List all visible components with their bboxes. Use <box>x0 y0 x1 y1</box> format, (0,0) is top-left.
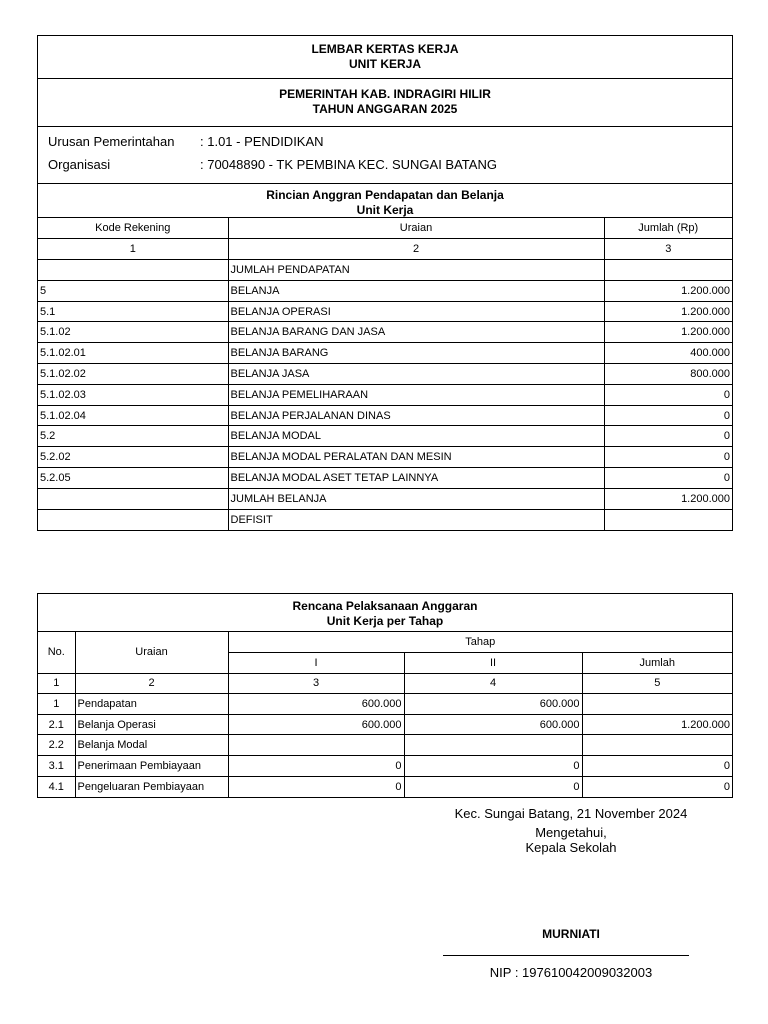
cell-uraian: BELANJA MODAL ASET TETAP LAINNYA <box>228 468 604 489</box>
col-number: 1 <box>38 239 228 260</box>
cell-uraian: BELANJA PEMELIHARAAN <box>228 384 604 405</box>
cell-no: 4.1 <box>38 776 75 797</box>
table-header-row <box>38 218 732 239</box>
cell-uraian: BELANJA MODAL <box>228 426 604 447</box>
info-row-organisasi <box>38 157 732 180</box>
rincian-table <box>38 218 732 530</box>
info-section <box>38 127 732 184</box>
budget-year: TAHUN ANGGARAN 2025 <box>312 102 458 116</box>
cell-ii: 600.000 <box>404 714 582 735</box>
cell-no: 1 <box>38 694 75 715</box>
cell-ii <box>404 735 582 756</box>
cell-i: 0 <box>228 756 404 777</box>
cell-uraian: Pendapatan <box>75 694 228 715</box>
table-number-row <box>38 673 732 694</box>
cell-uraian: DEFISIT <box>228 509 604 530</box>
cell-jumlah: 0 <box>604 426 732 447</box>
col-number: 5 <box>582 673 732 694</box>
cell-jumlah: 0 <box>604 468 732 489</box>
cell-ii: 600.000 <box>404 694 582 715</box>
rpa-header <box>38 594 732 632</box>
cell-jumlah <box>582 735 732 756</box>
document-title: LEMBAR KERTAS KERJA <box>311 42 459 56</box>
col-kode-rekening: Kode Rekening <box>38 218 228 239</box>
cell-no: 2.2 <box>38 735 75 756</box>
cell-kode <box>38 509 228 530</box>
signature-line <box>443 955 689 956</box>
cell-no: 2.1 <box>38 714 75 735</box>
table-row <box>38 776 732 797</box>
cell-ii: 0 <box>404 756 582 777</box>
signature-nip: NIP : 197610042009032003 <box>489 965 653 980</box>
table-row <box>38 694 732 715</box>
government-header <box>38 79 732 127</box>
rpa-section <box>37 593 733 798</box>
cell-uraian: BELANJA OPERASI <box>228 301 604 322</box>
cell-uraian: BELANJA BARANG <box>228 343 604 364</box>
table-row <box>38 509 732 530</box>
col-tahap-ii: II <box>404 653 582 674</box>
cell-kode: 5.2.02 <box>38 447 228 468</box>
cell-jumlah: 800.000 <box>604 364 732 385</box>
cell-uraian: Penerimaan Pembiayaan <box>75 756 228 777</box>
signature-role: Kepala Sekolah <box>525 840 617 855</box>
cell-uraian: BELANJA MODAL PERALATAN DAN MESIN <box>228 447 604 468</box>
signature-acknowledged: Mengetahui, <box>535 825 607 840</box>
table-row <box>38 468 732 489</box>
col-number: 2 <box>228 239 604 260</box>
table-row <box>38 364 732 385</box>
urusan-label: Urusan Pemerintahan <box>48 134 175 149</box>
document-subtitle: UNIT KERJA <box>348 57 421 71</box>
col-number: 1 <box>38 673 75 694</box>
rpa-table-body <box>38 632 732 797</box>
col-number: 3 <box>604 239 732 260</box>
col-uraian: Uraian <box>75 632 228 673</box>
table-row <box>38 488 732 509</box>
col-no: No. <box>38 632 75 673</box>
cell-jumlah <box>604 260 732 281</box>
table-row <box>38 343 732 364</box>
organisasi-value: : 70048890 - TK PEMBINA KEC. SUNGAI BATANG <box>200 157 497 172</box>
table-row <box>38 280 732 301</box>
cell-jumlah <box>582 694 732 715</box>
rpa-title: Rencana Pelaksanaan Anggaran <box>292 599 478 613</box>
cell-kode: 5 <box>38 280 228 301</box>
rincian-title: Rincian Anggran Pendapatan dan Belanja <box>266 188 504 202</box>
cell-i: 600.000 <box>228 694 404 715</box>
cell-kode: 5.1.02 <box>38 322 228 343</box>
cell-uraian: Pengeluaran Pembiayaan <box>75 776 228 797</box>
table-row <box>38 405 732 426</box>
info-row-urusan <box>38 134 732 157</box>
cell-uraian: Belanja Operasi <box>75 714 228 735</box>
cell-uraian: BELANJA PERJALANAN DINAS <box>228 405 604 426</box>
cell-kode: 5.2.05 <box>38 468 228 489</box>
col-tahap-jumlah: Jumlah <box>582 653 732 674</box>
organisasi-label: Organisasi <box>48 157 111 172</box>
col-number: 3 <box>228 673 404 694</box>
rincian-header <box>38 184 732 218</box>
cell-jumlah: 0 <box>582 776 732 797</box>
cell-kode: 5.1.02.02 <box>38 364 228 385</box>
table-header-row <box>38 632 732 653</box>
cell-jumlah: 1.200.000 <box>604 301 732 322</box>
table-row <box>38 322 732 343</box>
cell-uraian: JUMLAH PENDAPATAN <box>228 260 604 281</box>
cell-i: 600.000 <box>228 714 404 735</box>
cell-ii: 0 <box>404 776 582 797</box>
cell-jumlah: 1.200.000 <box>582 714 732 735</box>
cell-kode <box>38 260 228 281</box>
cell-uraian: BELANJA JASA <box>228 364 604 385</box>
col-uraian: Uraian <box>228 218 604 239</box>
cell-jumlah: 1.200.000 <box>604 488 732 509</box>
table-row <box>38 384 732 405</box>
table-row <box>38 301 732 322</box>
cell-jumlah: 0 <box>604 384 732 405</box>
cell-jumlah: 1.200.000 <box>604 322 732 343</box>
cell-no: 3.1 <box>38 756 75 777</box>
cell-i <box>228 735 404 756</box>
cell-kode <box>38 488 228 509</box>
table-row <box>38 426 732 447</box>
table-row <box>38 447 732 468</box>
cell-kode: 5.2 <box>38 426 228 447</box>
table-row <box>38 735 732 756</box>
cell-kode: 5.1.02.04 <box>38 405 228 426</box>
cell-kode: 5.1.02.01 <box>38 343 228 364</box>
col-tahap-i: I <box>228 653 404 674</box>
signature-name: MURNIATI <box>542 927 600 941</box>
cell-jumlah: 0 <box>604 405 732 426</box>
document-header <box>38 36 732 79</box>
cell-kode: 5.1 <box>38 301 228 322</box>
cell-jumlah: 0 <box>582 756 732 777</box>
rpa-table <box>38 632 732 797</box>
cell-jumlah: 400.000 <box>604 343 732 364</box>
rincian-subtitle: Unit Kerja <box>356 203 414 217</box>
cell-jumlah: 0 <box>604 447 732 468</box>
col-number: 4 <box>404 673 582 694</box>
cell-i: 0 <box>228 776 404 797</box>
cell-uraian: Belanja Modal <box>75 735 228 756</box>
cell-jumlah <box>604 509 732 530</box>
col-tahap: Tahap <box>228 632 732 653</box>
table-row <box>38 714 732 735</box>
table-row <box>38 756 732 777</box>
table-row <box>38 260 732 281</box>
cell-uraian: BELANJA BARANG DAN JASA <box>228 322 604 343</box>
cell-kode: 5.1.02.03 <box>38 384 228 405</box>
government-name: PEMERINTAH KAB. INDRAGIRI HILIR <box>279 87 491 101</box>
worksheet-document <box>37 35 733 531</box>
rincian-table-body <box>38 218 732 530</box>
signature-place-date: Kec. Sungai Batang, 21 November 2024 <box>454 806 688 821</box>
col-number: 2 <box>75 673 228 694</box>
cell-uraian: BELANJA <box>228 280 604 301</box>
cell-uraian: JUMLAH BELANJA <box>228 488 604 509</box>
cell-jumlah: 1.200.000 <box>604 280 732 301</box>
table-number-row <box>38 239 732 260</box>
col-jumlah: Jumlah (Rp) <box>604 218 732 239</box>
urusan-value: : 1.01 - PENDIDIKAN <box>200 134 324 149</box>
rpa-subtitle: Unit Kerja per Tahap <box>326 614 444 628</box>
